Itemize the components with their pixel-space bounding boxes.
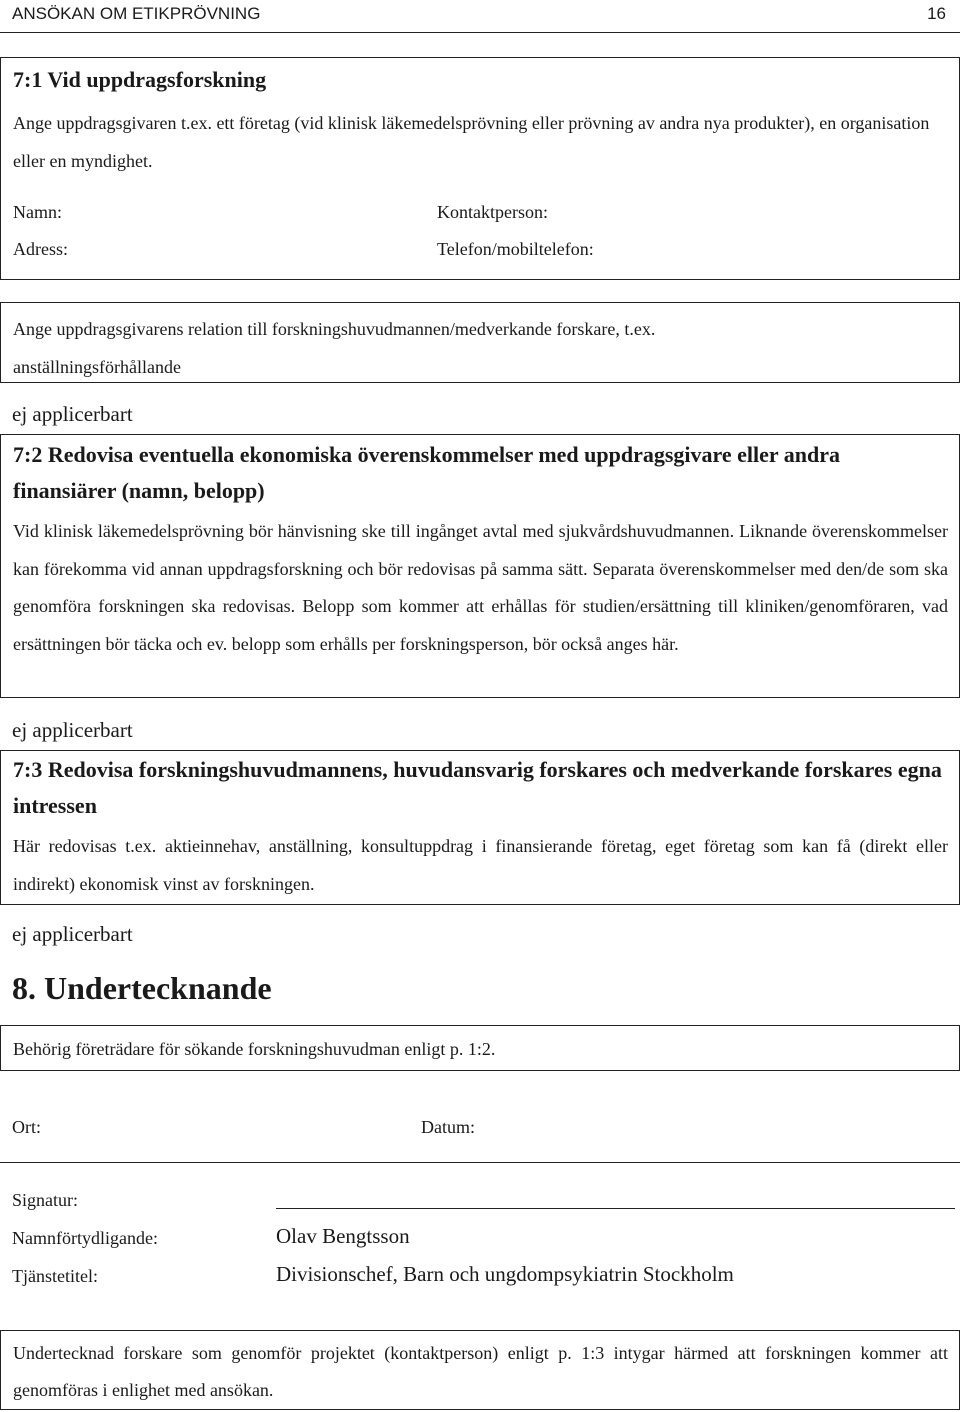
job-title-value: Divisionschef, Barn och ungdompsykiatrin Stockholm bbox=[276, 1262, 734, 1286]
address-label: Adress: bbox=[13, 239, 68, 259]
relation-text: Ange uppdragsgivarens relation till forskningshuvudmannen/medverkande forskare, t.ex. anställningsförhållande bbox=[13, 319, 656, 377]
section-7-1-answer: ej applicerbart bbox=[12, 402, 133, 426]
name-label: Namn: bbox=[13, 202, 62, 222]
page-number: 16 bbox=[927, 4, 946, 23]
phone-label: Telefon/mobiltelefon: bbox=[437, 239, 594, 259]
place-date-rule bbox=[0, 1162, 960, 1163]
section-7-1-intro: Ange uppdragsgivaren t.ex. ett företag (vid klinisk läkemedelsprövning eller prövning av andra nya produkter), en organisation eller en myndighet. bbox=[13, 113, 930, 171]
section-7-2-box bbox=[0, 434, 960, 698]
section-7-2-heading: 7:2 Redovisa eventuella ekonomiska överenskommelser med uppdragsgivare eller andra finansiärer (namn, belopp) bbox=[13, 442, 841, 503]
section-7-3-heading: 7:3 Redovisa forskningshuvudmannens, huvudansvarig forskares och medverkande forskares egna intressen bbox=[13, 757, 942, 818]
section-7-2-answer: ej applicerbart bbox=[12, 718, 133, 742]
header-rule bbox=[0, 32, 960, 33]
section-7-3-answer: ej applicerbart bbox=[12, 922, 133, 946]
section-7-1-heading: 7:1 Vid uppdragsforskning bbox=[13, 67, 267, 92]
relation-box bbox=[0, 302, 960, 383]
place-label: Ort: bbox=[12, 1117, 41, 1137]
date-label: Datum: bbox=[421, 1117, 475, 1137]
section-7-3-box bbox=[0, 750, 960, 905]
section-7-3-body: Här redovisas t.ex. aktieinnehav, anställning, konsultuppdrag i finansierande företag, eget företag som kan få (direkt eller indirekt) ekonomisk vinst av forskningen. bbox=[13, 836, 948, 894]
name-clarification-label: Namnförtydligande: bbox=[12, 1228, 158, 1248]
signature-line bbox=[276, 1208, 955, 1209]
researcher-attestation-box bbox=[0, 1330, 960, 1410]
researcher-attestation-text: Undertecknad forskare som genomför projektet (kontaktperson) enligt p. 1:3 intygar härmed att forskningen kommer att genomföras i enlighet med ansökan. bbox=[13, 1343, 948, 1400]
section-7-1-box bbox=[0, 57, 960, 280]
section-8-heading: 8. Undertecknande bbox=[12, 970, 272, 1006]
authorized-representative-text: Behörig företrädare för sökande forskningshuvudman enligt p. 1:2. bbox=[13, 1039, 496, 1059]
document-header-title: ANSÖKAN OM ETIKPRÖVNING bbox=[12, 4, 261, 23]
section-7-2-body: Vid klinisk läkemedelsprövning bör hänvisning ske till ingånget avtal med sjukvårdshuvudmannen. Liknande överenskommelser kan förekomma vid annan uppdragsforskning och bör redovisas på samma sätt. Separata överenskommelser med den/de som ska genomföra forskningen ska redovisas. Belopp som kommer att erhållas för studien/ersättning till kliniken/genomföraren, vad ersättningen bör täcka och ev. belopp som erhålls per forskningsperson, bör också anges här. bbox=[13, 521, 948, 654]
contact-person-label: Kontaktperson: bbox=[437, 202, 548, 222]
name-clarification-value: Olav Bengtsson bbox=[276, 1224, 410, 1248]
authorized-representative-box bbox=[0, 1025, 960, 1071]
job-title-label: Tjänstetitel: bbox=[12, 1266, 98, 1286]
signature-label: Signatur: bbox=[12, 1190, 78, 1210]
